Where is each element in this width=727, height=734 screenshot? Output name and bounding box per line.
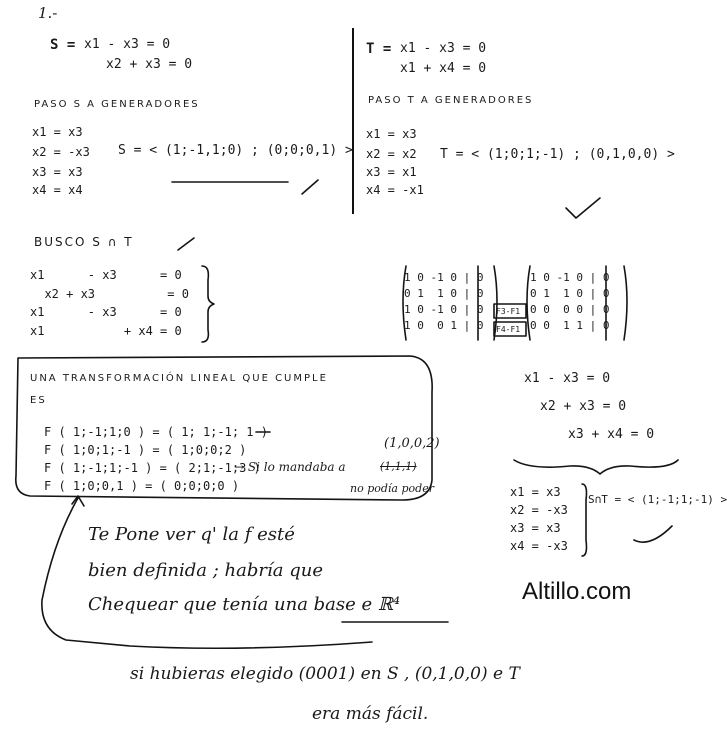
solution-line: x3 = x3 xyxy=(510,521,561,535)
matrix-row: 1 0 0 1 | 0 xyxy=(404,319,484,332)
matrix-row: 0 1 1 0 | 0 xyxy=(530,287,610,300)
s-generators-result: S = < (1;-1,1;0) ; (0;0;0,1) > xyxy=(118,143,353,158)
solution-line: x2 = -x3 xyxy=(510,503,568,517)
matrix-row: 0 0 1 1 | 0 xyxy=(530,319,610,332)
problem-number: 1.- xyxy=(38,4,58,22)
transformation-heading2: ES xyxy=(30,395,47,406)
transformation-line: F ( 1;-1;1;-1 ) = ( 2;1;-1;3 ) xyxy=(44,461,261,475)
s-label: S = xyxy=(50,37,76,53)
transformation-heading: UNA TRANSFORMACIÓN LINEAL QUE CUMPLE xyxy=(30,373,328,384)
matrix-row: 0 0 0 0 | 0 xyxy=(530,303,610,316)
solution-line: x4 = -x3 xyxy=(510,539,568,553)
intersection-heading: BUSCO S ∩ T xyxy=(34,235,134,249)
matrix-bracket xyxy=(403,266,406,340)
matrix-row: 1 0 -1 0 | 0 xyxy=(404,271,484,284)
t-eq2: x1 + x4 = 0 xyxy=(400,61,487,76)
transformation-side-note: → Si lo mandaba a xyxy=(234,460,346,474)
s-gen-line: x4 = x4 xyxy=(32,183,83,197)
comment-arrow xyxy=(42,498,372,648)
comment-line: Chequear que tenía una base e ℝ⁴ xyxy=(88,594,401,615)
watermark-logo: Altillo.com xyxy=(522,578,632,605)
row-op-box xyxy=(494,304,526,318)
t-gen-line: x1 = x3 xyxy=(366,127,417,141)
matrix-row: 1 0 -1 0 | 0 xyxy=(530,271,610,284)
intersection-result: S∩T = < (1;-1;1;-1) > xyxy=(588,493,727,506)
brace-mark xyxy=(582,484,587,556)
comment-line: bien definida ; habría que xyxy=(88,560,323,581)
transformation-line: F ( 1;0;0,1 ) = ( 0;0;0;0 ) xyxy=(44,479,240,493)
s-generators-heading: PASO S A GENERADORES xyxy=(34,99,200,110)
t-gen-line: x4 = -x1 xyxy=(366,183,424,197)
matrix-row: 0 1 1 0 | 0 xyxy=(404,287,484,300)
system-row: x1 - x3 = 0 xyxy=(30,305,182,319)
t-label: T = xyxy=(366,41,392,57)
system-row: x1 - x3 = 0 xyxy=(30,268,182,282)
transformation-side-vector: (1,0,0,2) xyxy=(384,436,440,451)
s-gen-line: x2 = -x3 xyxy=(32,145,90,159)
transformation-line: F ( 1;0;1;-1 ) = ( 1;0;0;2 ) xyxy=(44,443,247,457)
row-op: F3-F1 xyxy=(496,307,521,316)
system-row: x1 + x4 = 0 xyxy=(30,323,182,338)
row-op: F4-F1 xyxy=(496,325,521,334)
bottom-note-line: era más fácil. xyxy=(312,704,429,724)
row-op-box xyxy=(494,322,526,336)
solution-line: x1 = x3 xyxy=(510,485,561,499)
check-mark-icon xyxy=(566,198,600,218)
s-eq1: x1 - x3 = 0 xyxy=(84,37,171,52)
t-eq1: x1 - x3 = 0 xyxy=(400,41,487,56)
transformation-side-note2: no podía poder xyxy=(350,482,434,495)
transformation-line: F ( 1;-1;1;0 ) = ( 1; 1;-1; 1 ) xyxy=(44,425,268,439)
transformation-border xyxy=(16,356,432,500)
matrix-bracket xyxy=(624,266,627,340)
reduced-eq: x3 + x4 = 0 xyxy=(568,427,655,442)
t-gen-line: x3 = x1 xyxy=(366,165,417,179)
comment-line: Te Pone ver q' la f esté xyxy=(88,524,295,545)
check-mark-icon xyxy=(178,238,194,250)
t-generators-heading: PASO T A GENERADORES xyxy=(368,95,534,106)
check-mark-icon xyxy=(634,526,672,542)
matrix-row: 1 0 -1 0 | 0 xyxy=(404,303,484,316)
check-mark-icon xyxy=(302,180,318,194)
brace-mark xyxy=(514,460,678,474)
t-gen-line: x2 = x2 xyxy=(366,147,417,161)
s-gen-line: x1 = x3 xyxy=(32,125,83,139)
matrix-bracket xyxy=(527,266,530,340)
brace-mark xyxy=(202,266,214,342)
transformation-side-struck: (1,1,1) xyxy=(380,460,417,473)
reduced-eq: x1 - x3 = 0 xyxy=(524,371,611,386)
reduced-eq: x2 + x3 = 0 xyxy=(540,399,627,414)
s-gen-line: x3 = x3 xyxy=(32,165,83,179)
system-row: x2 + x3 = 0 xyxy=(30,286,189,301)
bottom-note-line: si hubieras elegido (0001) en S , (0,1,0,0) e T xyxy=(130,664,520,684)
t-generators-result: T = < (1;0;1;-1) ; (0,1,0,0) > xyxy=(440,147,675,162)
s-eq2: x2 + x3 = 0 xyxy=(106,57,193,72)
